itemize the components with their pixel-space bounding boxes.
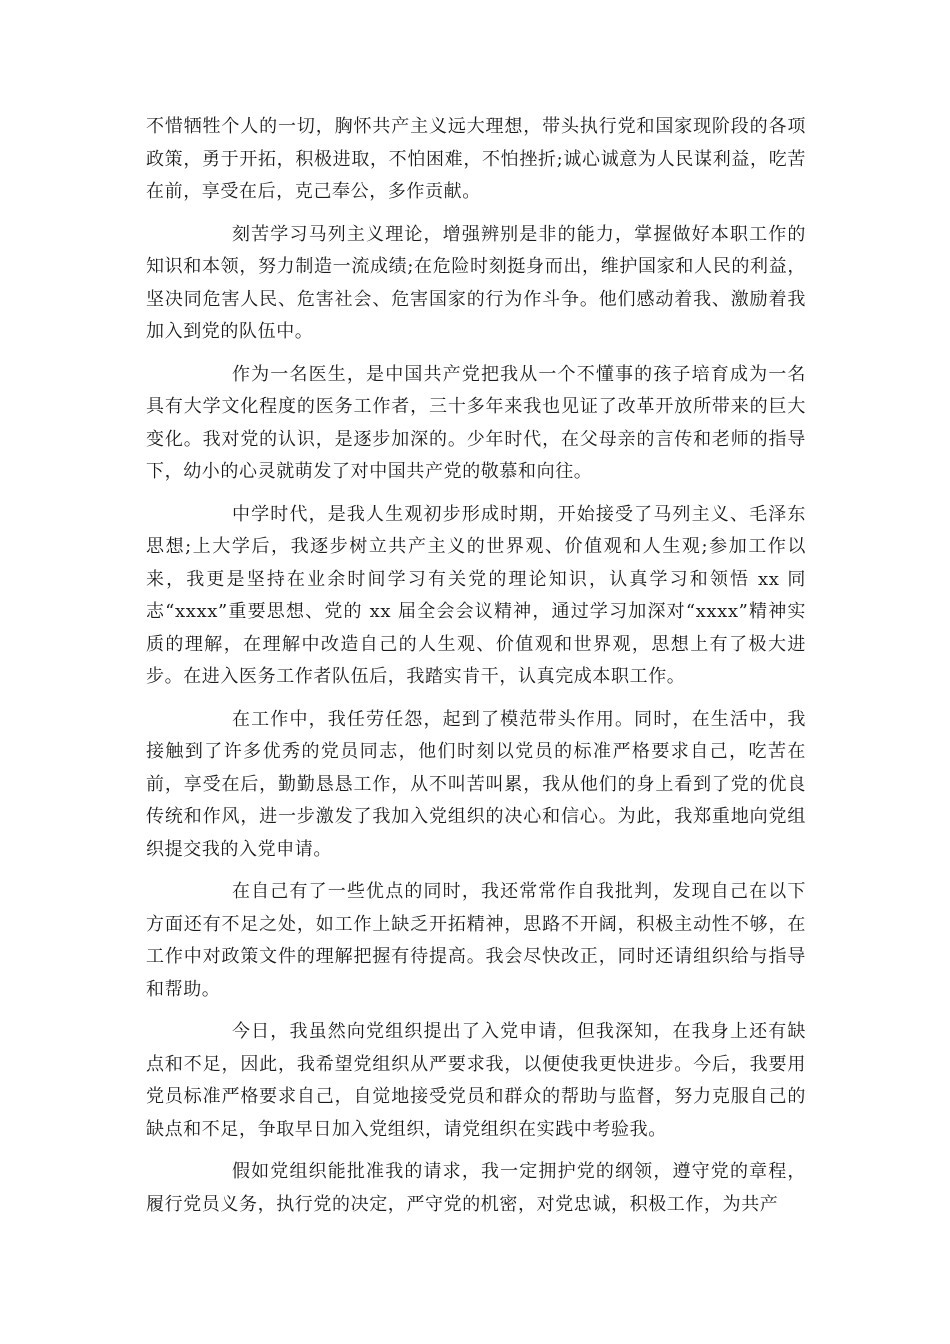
- paragraph-2: 刻苦学习马列主义理论，增强辨别是非的能力，掌握做好本职工作的知识和本领，努力制造一流成绩;在危险时刻挺身而出，维护国家和人民的利益，坚决同危害人民、危害社会、危害国家的行为作斗争。他们感动着我、激励着我加入到党的队伍中。: [146, 223, 806, 342]
- paragraph-5: 在工作中，我任劳任怨，起到了模范带头作用。同时，在生活中，我接触到了许多优秀的党员同志，他们时刻以党员的标准严格要求自己，吃苦在前，享受在后，勤勤恳恳工作，从不叫苦叫累，我从他们的身上看到了党的优良传统和作风，进一步激发了我加入党组织的决心和信心。为此，我郑重地向党组织提交我的入党申请。: [146, 708, 806, 860]
- document-body: [146, 111, 806, 1231]
- paragraph-3: 作为一名医生，是中国共产党把我从一个不懂事的孩子培育成为一名具有大学文化程度的医务工作者，三十多年来我也见证了改革开放所带来的巨大变化。我对党的认识，是逐步加深的。少年时代，在父母亲的言传和老师的指导下，幼小的心灵就萌发了对中国共产党的敬慕和向往。: [146, 363, 806, 482]
- paragraph-6: 在自己有了一些优点的同时，我还常常作自我批判，发现自己在以下方面还有不足之处，如工作上缺乏开拓精神，思路不开阔，积极主动性不够，在工作中对政策文件的理解把握有待提高。我会尽快改正，同时还请组织给与指导和帮助。: [146, 881, 806, 1000]
- paragraph-4: 中学时代，是我人生观初步形成时期，开始接受了马列主义、毛泽东思想;上大学后，我逐步树立共产主义的世界观、价值观和人生观;参加工作以来，我更是坚持在业余时间学习有关党的理论知识，认真学习和领悟 xx 同志“xxxx”重要思想、党的 xx 届全会会议精神，通过学习加深对“xxxx”精神实质的理解，在理解中改造自己的人生观、价值观和世界观，思想上有了极大进步。在进入医务工作者队伍后，我踏实肯干，认真完成本职工作。: [146, 503, 807, 687]
- paragraph-8: 假如党组织能批准我的请求，我一定拥护党的纲领，遵守党的章程，履行党员义务，执行党的决定，严守党的机密，对党忠诚，积极工作，为共产: [146, 1161, 806, 1215]
- paragraph-7: 今日，我虽然向党组织提出了入党申请，但我深知，在我身上还有缺点和不足，因此，我希望党组织从严要求我，以便使我更快进步。今后，我要用党员标准严格要求自己，自觉地接受党员和群众的帮助与监督，努力克服自己的缺点和不足，争取早日加入党组织，请党组织在实践中考验我。: [146, 1021, 806, 1140]
- paragraph-1: 不惜牺牲个人的一切，胸怀共产主义远大理想，带头执行党和国家现阶段的各项政策，勇于开拓，积极进取，不怕困难，不怕挫折;诚心诚意为人民谋利益，吃苦在前，享受在后，克己奉公，多作贡献。: [146, 116, 806, 202]
